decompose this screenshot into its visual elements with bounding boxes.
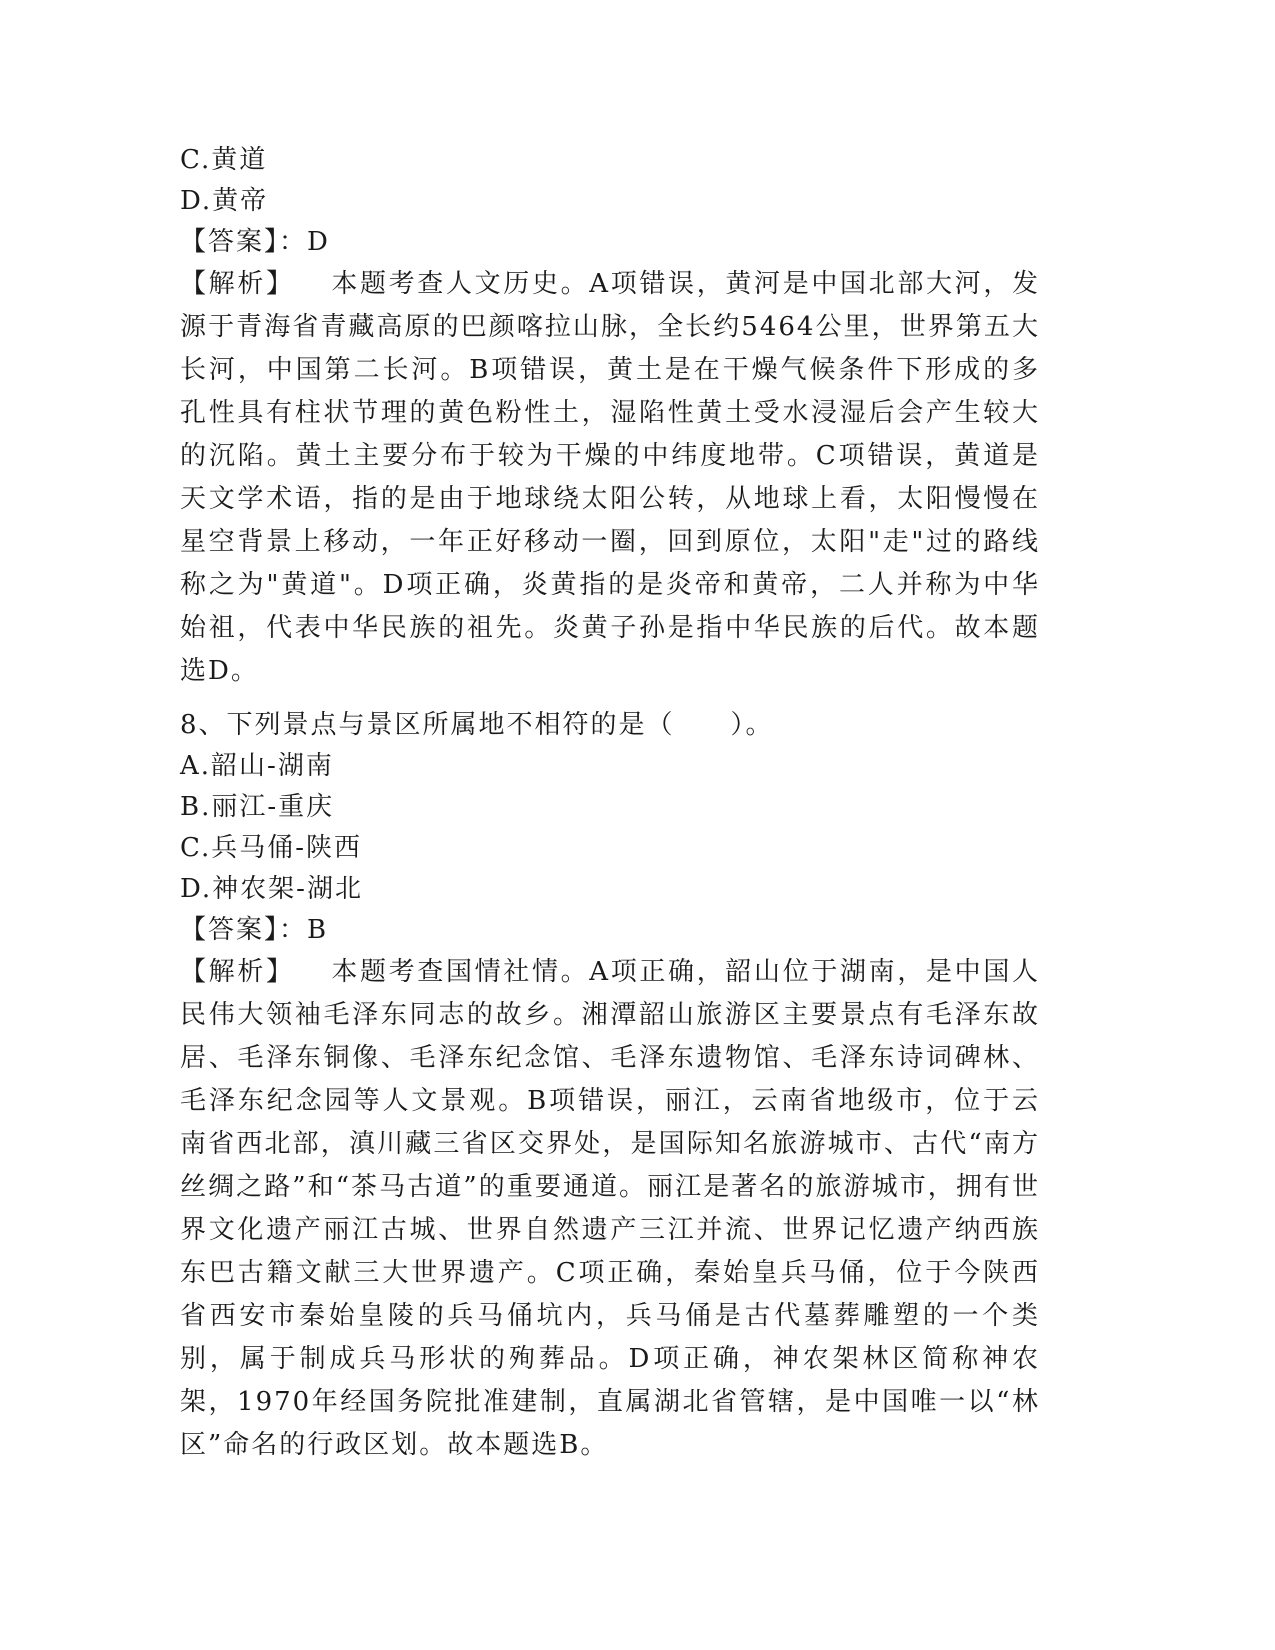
- analysis-text: 本题考查国情社情。A项正确，韶山位于湖南，是中国人民伟大领袖毛泽东同志的故乡。湘潭韶山旅游区主要景点有毛泽东故居、毛泽东铜像、毛泽东纪念馆、毛泽东遗物馆、毛泽东诗词碑林、毛泽东纪念园等人文景观。B项错误，丽江，云南省地级市，位于云南省西北部，滇川藏三省区交界处，是国际知名旅游城市、古代“南方丝绸之路”和“茶马古道”的重要通道。丽江是著名的旅游城市，拥有世界文化遗产丽江古城、世界自然遗产三江并流、世界记忆遗产纳西族东巴古籍文献三大世界遗产。C项正确，秦始皇兵马俑，位于今陕西省西安市秦始皇陵的兵马俑坑内，兵马俑是古代墓葬雕塑的一个类别，属于制成兵马形状的殉葬品。D项正确，神农架林区简称神农架，1970年经国务院批准建制，直属湖北省管辖，是中国唯一以“林区”命名的行政区划。故本题选B。: [180, 957, 1040, 1460]
- option-b: B.丽江-重庆: [180, 792, 335, 822]
- option-d: D.神农架-湖北: [180, 874, 363, 904]
- analysis-text: 本题考查人文历史。A项错误，黄河是中国北部大河，发源于青海省青藏高原的巴颜喀拉山脉，全长约5464公里，世界第五大长河，中国第二长河。B项错误，黄土是在干燥气候条件下形成的多孔性具有柱状节理的黄色粉性土，湿陷性黄土受水浸湿后会产生较大的沉陷。黄土主要分布于较为干燥的中纬度地带。C项错误，黄道是天文学术语，指的是由于地球绕太阳公转，从地球上看，太阳慢慢在星空背景上移动，一年正好移动一圈，回到原位，太阳"走"过的路线称之为"黄道"。D项正确，炎黄指的是炎帝和黄帝，二人并称为中华始祖，代表中华民族的祖先。炎黄子孙是指中华民族的后代。故本题选D。: [180, 269, 1040, 686]
- analysis: [180, 951, 1040, 1467]
- answer: 【答案】：B: [180, 915, 329, 945]
- question-7-tail: [180, 140, 1040, 693]
- document-page: [180, 140, 1040, 1467]
- analysis-label: 【解析】: [180, 957, 295, 987]
- answer: 【答案】：D: [180, 227, 330, 257]
- question-stem: 8、下列景点与景区所属地不相符的是（ ）。: [180, 710, 774, 740]
- analysis: [180, 263, 1040, 693]
- analysis-label: 【解析】: [180, 269, 295, 299]
- option-a: A.韶山-湖南: [180, 751, 334, 781]
- option-d: D.黄帝: [180, 186, 269, 216]
- question-8: [180, 705, 1040, 1467]
- option-c: C.兵马俑-陕西: [180, 833, 363, 863]
- option-c: C.黄道: [180, 145, 268, 175]
